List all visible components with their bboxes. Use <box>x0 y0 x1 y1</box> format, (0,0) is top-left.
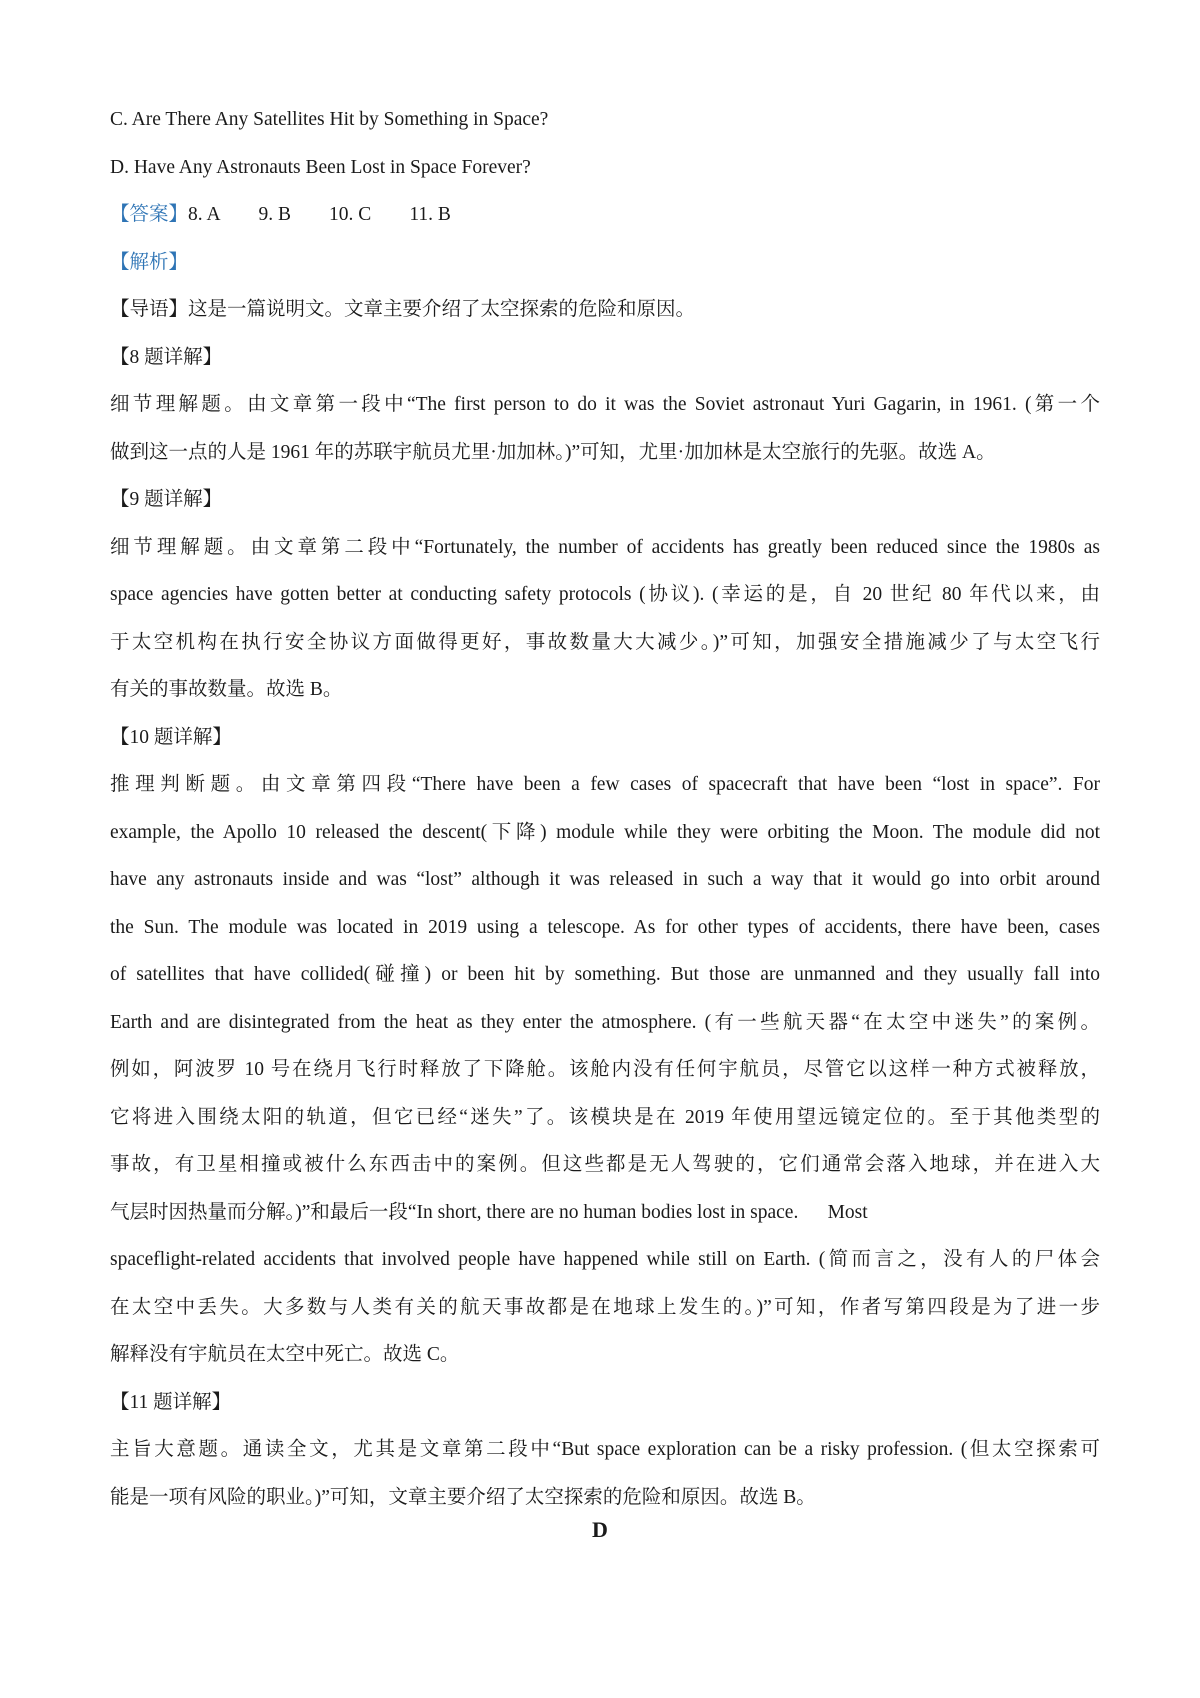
answer-item-11: 11. B <box>409 204 451 225</box>
q10-line: of satellites that have collided(碰撞) or been hit by something. But those are unmanned and they usually fall into <box>110 964 1100 985</box>
q11-line: 主旨大意题。通读全文，尤其是文章第二段中“But space exploration can be a risky profession. (但太空探索可 <box>110 1439 1100 1460</box>
q9-line: 有关的事故数量。故选 B。 <box>110 679 343 700</box>
intro-line: 【导语】这是一篇说明文。文章主要介绍了太空探索的危险和原因。 <box>110 299 696 320</box>
answer-item-8: 8. A <box>188 204 221 225</box>
q10-line: 事故，有卫星相撞或被什么东西击中的案例。但这些都是无人驾驶的，它们通常会落入地球，并在进入大 <box>110 1154 1100 1175</box>
answer-label: 【答案】 <box>110 204 189 225</box>
q10-line: 它将进入围绕太阳的轨道，但它已经“迷失”了。该模块是在 2019 年使用望远镜定位的。至于其他类型的 <box>110 1106 1100 1128</box>
q9-line: space agencies have gotten better at conducting safety protocols (协议). (幸运的是，自 20 世纪 80 年代以来，由 <box>110 584 1100 605</box>
option-d: D. Have Any Astronauts Been Lost in Space Forever? <box>110 156 531 178</box>
option-c: C. Are There Any Satellites Hit by Something in Space? <box>110 109 549 130</box>
q8-line: 细节理解题。由文章第一段中“The first person to do it was the Soviet astronaut Yuri Gagarin, in 1961. (第一个 <box>110 394 1100 415</box>
analysis-label: 【解析】 <box>110 251 189 273</box>
q11-title: 【11 题详解】 <box>110 1391 232 1413</box>
q10-line: 例如，阿波罗 10 号在绕月飞行时释放了下降舱。该舱内没有任何宇航员，尽管它以这样一种方式被释放， <box>110 1059 1100 1080</box>
q10-line: example, the Apollo 10 released the descent(下降) module while they were orbiting the Moon. The module did not <box>110 821 1100 843</box>
q10-line: 在太空中丢失。大多数与人类有关的航天事故都是在地球上发生的。)”可知，作者写第四段是为了进一步 <box>110 1296 1100 1318</box>
q10-line: 气层时因热量而分解。)”和最后一段“In short, there are no human bodies lost in space. Most <box>110 1201 868 1223</box>
q8-line: 做到这一点的人是 1961 年的苏联宇航员尤里·加加林。)”可知，尤里·加加林是太空旅行的先驱。故选 A。 <box>110 441 996 463</box>
q9-line: 于太空机构在执行安全协议方面做得更好，事故数量大大减少。)”可知，加强安全措施减少了与太空飞行 <box>110 631 1100 653</box>
q10-line: 解释没有宇航员在太空中死亡。故选 C。 <box>110 1344 460 1365</box>
answer-line <box>110 191 1100 239</box>
answer-item-10: 10. C <box>329 204 372 225</box>
q11-line: 能是一项有风险的职业。)”可知，文章主要介绍了太空探索的危险和原因。故选 B。 <box>110 1486 816 1508</box>
section-heading: D <box>592 1517 608 1542</box>
document-body <box>110 96 1100 1521</box>
q10-line: 推理判断题。由文章第四段“There have been a few cases of spacecraft that have been “lost in space”. For <box>110 774 1100 795</box>
q9-title: 【9 题详解】 <box>110 489 223 510</box>
q10-line: Earth and are disintegrated from the heat as they enter the atmosphere. (有一些航天器“在太空中迷失”的案例。 <box>110 1011 1100 1033</box>
q10-title: 【10 题详解】 <box>110 726 232 748</box>
q10-line: the Sun. The module was located in 2019 using a telescope. As for other types of accidents, there have been, cases <box>110 916 1100 938</box>
q10-line: have any astronauts inside and was “lost” although it was released in such a way that it would go into orbit around <box>110 869 1100 890</box>
answer-item-9: 9. B <box>258 204 292 225</box>
q9-line: 细节理解题。由文章第二段中“Fortunately, the number of accidents has greatly been reduced since the 1980s as <box>110 536 1100 558</box>
q8-title: 【8 题详解】 <box>110 346 223 368</box>
q10-line: spaceflight-related accidents that involved people have happened while still on Earth. (简而言之，没有人的尸体会 <box>110 1249 1100 1270</box>
